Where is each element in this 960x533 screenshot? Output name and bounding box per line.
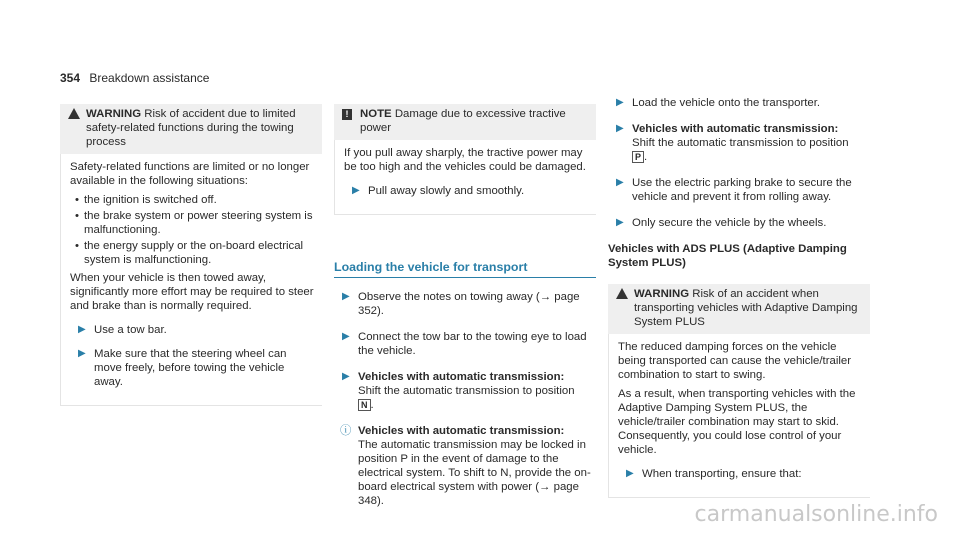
- arrow-icon: ▶: [616, 97, 624, 108]
- page-title: Breakdown assistance: [89, 71, 210, 85]
- warning-box: [608, 284, 870, 498]
- note-box: [334, 104, 596, 215]
- page-number: 354: [60, 71, 81, 85]
- note-label: NOTE: [360, 108, 392, 120]
- step: ▶ Use the electric parking brake to secure the vehicle and prevent it from rolling away.: [608, 176, 870, 204]
- page-header: [60, 71, 209, 85]
- warning-paragraph: As a result, when transporting vehicles with the Adaptive Damping System PLUS, the vehicle/trailer combination may start to skid. Consequently, you could lose control of your vehicle.: [618, 388, 856, 456]
- step: ▶ Connect the tow bar to the towing eye to load the vehicle.: [334, 330, 596, 358]
- column-3: [608, 96, 870, 498]
- warning-paragraph: When your vehicle is then towed away, significantly more effort may be required to steer and brake than is normally required.: [70, 272, 314, 312]
- gear-p-key: P: [632, 151, 644, 163]
- note-body: [334, 140, 596, 215]
- arrow-icon: ▶: [352, 185, 360, 196]
- warning-box: [60, 104, 322, 406]
- arrow-icon: ▶: [78, 348, 86, 359]
- note-title: Damage due to excessive tractive power: [360, 108, 566, 134]
- warning-icon: [616, 287, 634, 329]
- arrow-icon: ▶: [616, 177, 624, 188]
- step: ▶ Observe the notes on towing away (→ page 352).: [334, 290, 596, 318]
- gear-n-key: N: [358, 399, 371, 411]
- warning-title: Risk of an accident when transporting vehicles with Adaptive Damping System PLUS: [634, 288, 858, 328]
- column-1: [60, 104, 322, 406]
- bullet-icon: •: [75, 194, 79, 206]
- step: ▶ Vehicles with automatic transmission: Shift the automatic transmission to position N .: [334, 370, 596, 412]
- arrow-icon: ▶: [342, 291, 350, 302]
- list-item: • the energy supply or the on-board electrical system is malfunctioning.: [70, 239, 314, 267]
- warning-paragraph: The reduced damping forces on the vehicle being transported can cause the vehicle/trailer combination to start to swing.: [618, 341, 852, 381]
- note-paragraph: If you pull away sharply, the tractive power may be too high and the vehicles could be damaged.: [344, 147, 586, 173]
- warning-label: WARNING: [86, 108, 142, 120]
- arrow-icon: ▶: [616, 123, 624, 134]
- info-icon: ⓘ: [340, 425, 352, 437]
- warning-header: [608, 284, 870, 334]
- column-2: [334, 104, 596, 508]
- warning-body: [608, 334, 870, 498]
- section-title: Loading the vehicle for transport: [334, 260, 596, 278]
- note-icon: !: [342, 107, 360, 135]
- list-item: • the ignition is switched off.: [70, 193, 314, 207]
- subheading: Vehicles with ADS PLUS (Adaptive Damping System PLUS): [608, 243, 847, 269]
- step: ▶ Make sure that the steering wheel can move freely, before towing the vehicle away.: [70, 347, 314, 389]
- arrow-icon: ▶: [78, 324, 86, 335]
- step: ▶ Use a tow bar.: [70, 323, 314, 337]
- bullet-icon: •: [75, 210, 79, 222]
- note-header: [334, 104, 596, 140]
- step: ▶ When transporting, ensure that:: [618, 467, 862, 481]
- arrow-icon: ▶: [342, 371, 350, 382]
- step: ▶ Only secure the vehicle by the wheels.: [608, 216, 870, 230]
- warning-header: [60, 104, 322, 154]
- warning-label: WARNING: [634, 288, 690, 300]
- warning-intro: Safety-related functions are limited or no longer available in the following situations:: [70, 161, 310, 187]
- info-note: ⓘ Vehicles with automatic transmission: The automatic transmission may be locked in position P in the event of damage to the electrical system. To shift to N, provide the on-board electrical system with power (→ page 348).: [334, 424, 596, 508]
- list-item: • the brake system or power steering system is malfunctioning.: [70, 209, 314, 237]
- step: ▶ Pull away slowly and smoothly.: [344, 184, 588, 198]
- watermark: carmanualsonline.info: [694, 502, 938, 527]
- warning-body: [60, 154, 322, 406]
- warning-icon: [68, 107, 86, 149]
- warning-title: Risk of accident due to limited safety-related functions during the towing process: [86, 108, 296, 148]
- bullet-icon: •: [75, 240, 79, 252]
- step: ▶ Load the vehicle onto the transporter.: [608, 96, 870, 110]
- step: ▶ Vehicles with automatic transmission: Shift the automatic transmission to position P .: [608, 122, 870, 164]
- arrow-icon: ▶: [626, 468, 634, 479]
- arrow-icon: ▶: [616, 217, 624, 228]
- arrow-icon: ▶: [342, 331, 350, 342]
